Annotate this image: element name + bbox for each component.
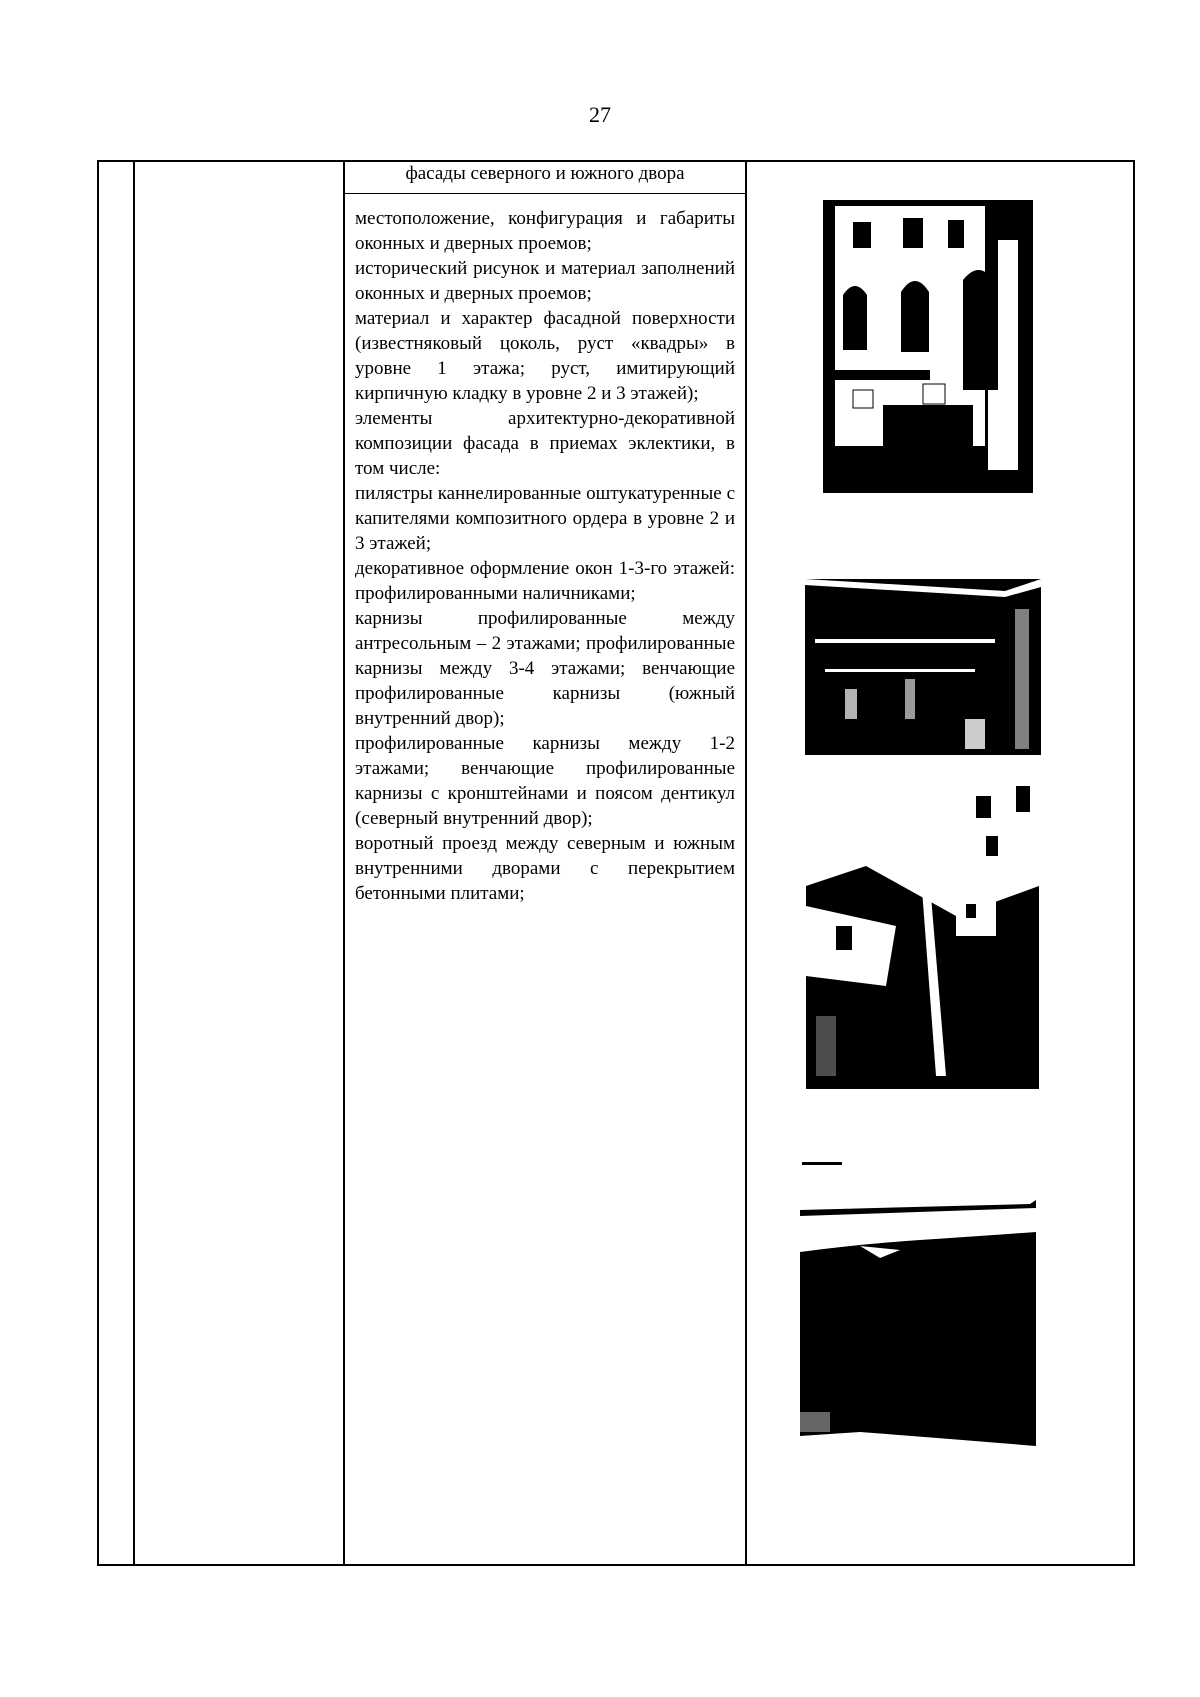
page-number: 27: [589, 102, 611, 127]
list-item: пилястры каннелированные оштукатуренные с капителями композитного ордера в уровне 2 и 3 этажей;: [355, 483, 735, 554]
description-cell: [344, 161, 746, 1565]
photo-gate-passage: [800, 1162, 1036, 1446]
list-item: материал и характер фасадной поверхности (известняковый цоколь, руст «квадры» в уровне 1 этажа; руст, имитирующий кирпичную кладку в уровне 2 и 3 этажей);: [355, 308, 735, 404]
list-item: местоположение, конфигурация и габариты оконных и дверных проемов;: [355, 208, 735, 254]
list-item: профилированные карнизы между 1-2 этажами; венчающие профилированные карнизы с кронштейнами и поясом дентикул (северный внутренний двор);: [355, 733, 735, 829]
list-item: исторический рисунок и материал заполнений оконных и дверных проемов;: [355, 258, 735, 304]
list-item: воротный проезд между северным и южным внутренними дворами с перекрытием бетонными плитами;: [355, 833, 735, 904]
description-list: [345, 194, 745, 906]
photo-facade-south-courtyard: [823, 200, 1033, 493]
category-cell: [134, 161, 344, 1565]
section-title: фасады северного и южного двора: [344, 162, 746, 194]
table-row: [98, 161, 1134, 1565]
number-cell: [98, 161, 134, 1565]
photo-cell: [746, 161, 1134, 1565]
photo-cornice-detail: [805, 579, 1041, 755]
protected-elements-table: [97, 160, 1135, 1566]
list-item: элементы архитектурно-декоративной композиции фасада в приемах эклектики, в том числе:: [355, 408, 735, 479]
photo-courtyard-view: [806, 776, 1039, 1089]
list-item: декоративное оформление окон 1-3-го этажей: профилированными наличниками;: [355, 558, 735, 604]
list-item: карнизы профилированные между антресольным – 2 этажами; профилированные карнизы между 3-4 этажами; венчающие профилированные карнизы (южный внутренний двор);: [355, 608, 735, 729]
